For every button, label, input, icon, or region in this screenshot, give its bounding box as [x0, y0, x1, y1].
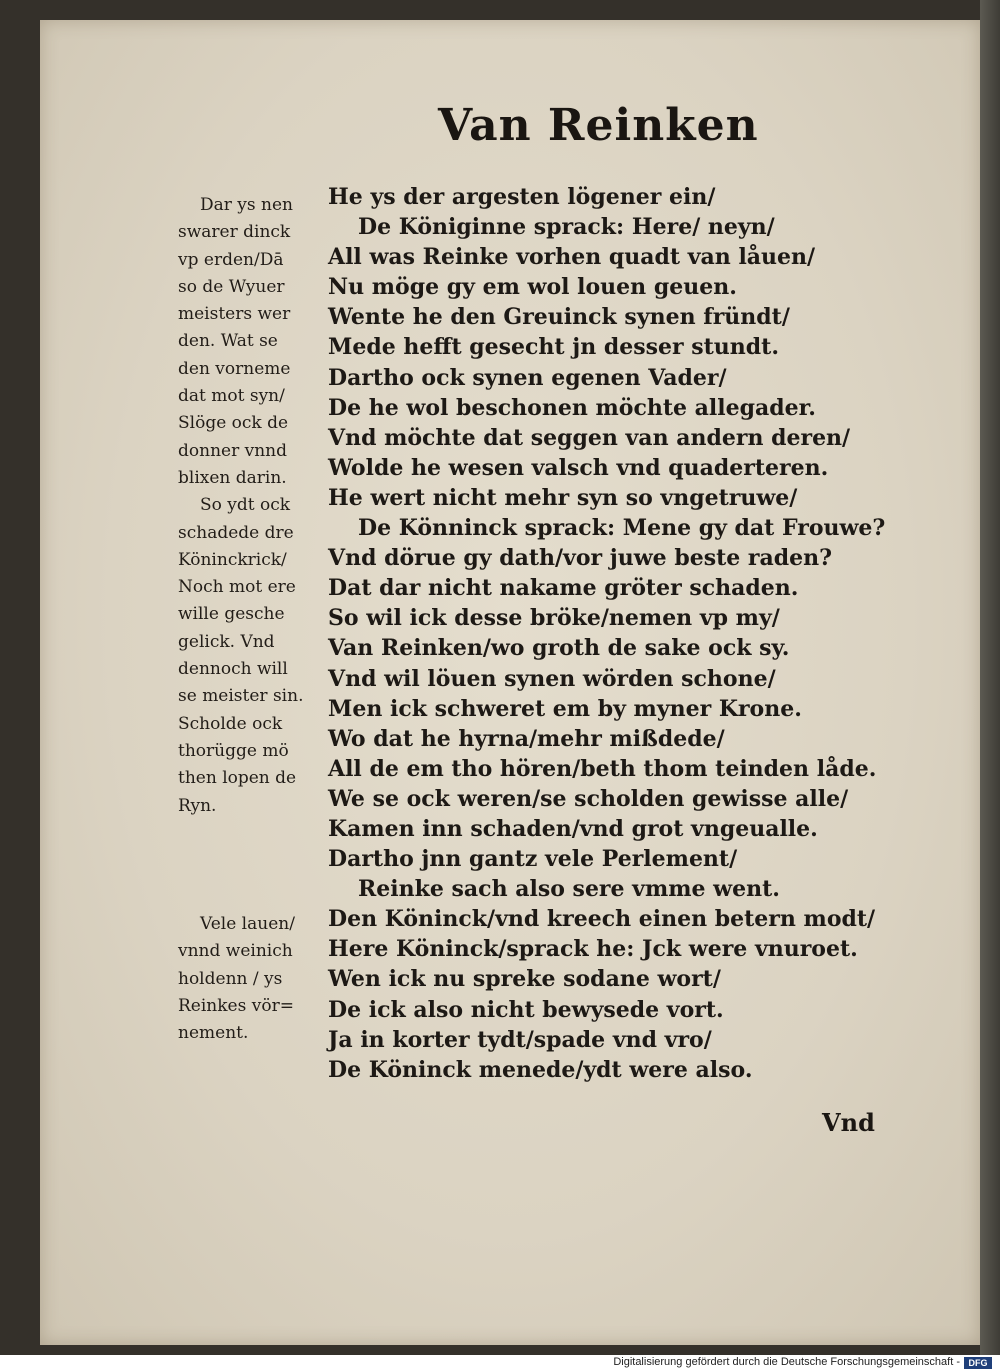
verse-line: Dartho ock synen egenen Vader/	[328, 364, 727, 391]
verse-line: Mede hefft gesecht jn desser stundt.	[328, 334, 779, 361]
verse-line: Men ick schweret em by myner Krone.	[328, 695, 802, 722]
marginal-note-line: Reinkes vör=	[178, 995, 294, 1016]
verse-line: Wo dat he hyrna/mehr mißdede/	[328, 725, 725, 752]
verse-line: Vnd wil löuen synen wörden schone/	[328, 665, 776, 692]
marginal-note-line: nement.	[178, 1023, 249, 1044]
verse-line: All was Reinke vorhen quadt van låuen/	[328, 244, 816, 271]
marginal-note-line: thorügge mö	[178, 740, 289, 761]
verse-line: We se ock weren/se scholden gewisse alle/	[328, 785, 849, 812]
marginal-note-1	[178, 192, 323, 820]
verse-line: So wil ick desse bröke/nemen vp my/	[328, 605, 780, 632]
marginal-note-line: den. Wat se	[178, 331, 278, 352]
marginal-note-line: vp erden/Dā	[178, 249, 284, 270]
marginal-note-line: So ydt ock	[200, 495, 291, 516]
verse-block	[328, 182, 888, 1085]
verse-line: Van Reinken/wo groth de sake ock sy.	[328, 635, 790, 662]
verse-line: Here Köninck/sprack he: Jck were vnuroet.	[328, 936, 858, 963]
verse-line: De he wol beschonen möchte allegader.	[328, 394, 816, 421]
marginal-note-line: gelick. Vnd	[178, 631, 275, 652]
verse-line: De Könninck sprack: Mene gy dat Frouwe?	[358, 515, 886, 542]
verse-line: All de em tho hören/beth thom teinden låde.	[328, 755, 877, 782]
marginal-note-line: wille gesche	[178, 604, 285, 625]
marginal-note-line: meisters wer	[178, 304, 291, 325]
marginal-note-line: dennoch will	[178, 659, 288, 680]
dfg-logo: DFG	[964, 1357, 992, 1369]
verse-line: Dat dar nicht nakame gröter schaden.	[328, 575, 799, 602]
book-edge	[980, 0, 1000, 1355]
catchword: Vnd	[822, 1108, 875, 1137]
verse-line: Wen ick nu spreke sodane wort/	[328, 966, 721, 993]
verse-line: He ys der argesten lögener ein/	[328, 184, 716, 210]
marginal-note-line: Vele lauen/	[200, 914, 295, 934]
digitization-credit: Digitalisierung gefördert durch die Deutsche Forschungsgemeinschaft -	[613, 1356, 960, 1368]
verse-line: Wolde he wesen valsch vnd quaderteren.	[328, 454, 829, 481]
marginal-note-line: Dar ys nen	[200, 195, 293, 215]
verse-line: Reinke sach also sere vmme went.	[358, 876, 780, 903]
marginal-note-line: Ryn.	[178, 795, 217, 816]
marginal-note-line: Slöge ock de	[178, 413, 289, 434]
marginal-note-line: dat mot syn/	[178, 386, 285, 407]
marginal-note-line: Scholde ock	[178, 713, 283, 734]
footer-bar	[0, 1355, 1000, 1371]
marginal-note-line: blixen darin.	[178, 467, 287, 488]
marginal-note-line: donner vnnd	[178, 440, 287, 461]
marginal-note-line: schadede dre	[178, 522, 294, 543]
verse-line: Nu möge gy em wol louen geuen.	[328, 274, 737, 301]
verse-line: Den Köninck/vnd kreech einen betern modt/	[328, 906, 876, 933]
verse-line: Ja in korter tydt/spade vnd vro/	[328, 1026, 712, 1053]
verse-line: De Königinne sprack: Here/ neyn/	[358, 214, 775, 241]
running-head: Van Reinken	[438, 100, 759, 151]
verse-line: Wente he den Greuinck synen fründt/	[328, 304, 790, 331]
marginal-note-line: se meister sin.	[178, 686, 304, 707]
verse-line: Vnd dörue gy dath/vor juwe beste raden?	[328, 545, 833, 572]
verse-line: He wert nicht mehr syn so vngetruwe/	[328, 484, 798, 511]
verse-line: Vnd möchte dat seggen van andern deren/	[328, 424, 851, 451]
marginal-note-line: vnnd weinich	[178, 941, 293, 962]
marginal-note-line: so de Wyuer	[178, 276, 285, 297]
marginal-note-line: Köninckrick/	[178, 549, 287, 570]
marginal-note-line: den vorneme	[178, 358, 291, 379]
marginal-note-2	[178, 911, 323, 1047]
verse-line: De ick also nicht bewysede vort.	[328, 996, 724, 1023]
verse-line: Kamen inn schaden/vnd grot vngeualle.	[328, 815, 818, 842]
verse-line: De Köninck menede/ydt were also.	[328, 1056, 753, 1083]
marginal-note-line: Noch mot ere	[178, 577, 296, 598]
marginal-note-line: swarer dinck	[178, 222, 291, 243]
marginal-note-line: then lopen de	[178, 768, 297, 789]
verse-line: Dartho jnn gantz vele Perlement/	[328, 846, 738, 873]
marginal-note-line: holdenn / ys	[178, 968, 283, 989]
